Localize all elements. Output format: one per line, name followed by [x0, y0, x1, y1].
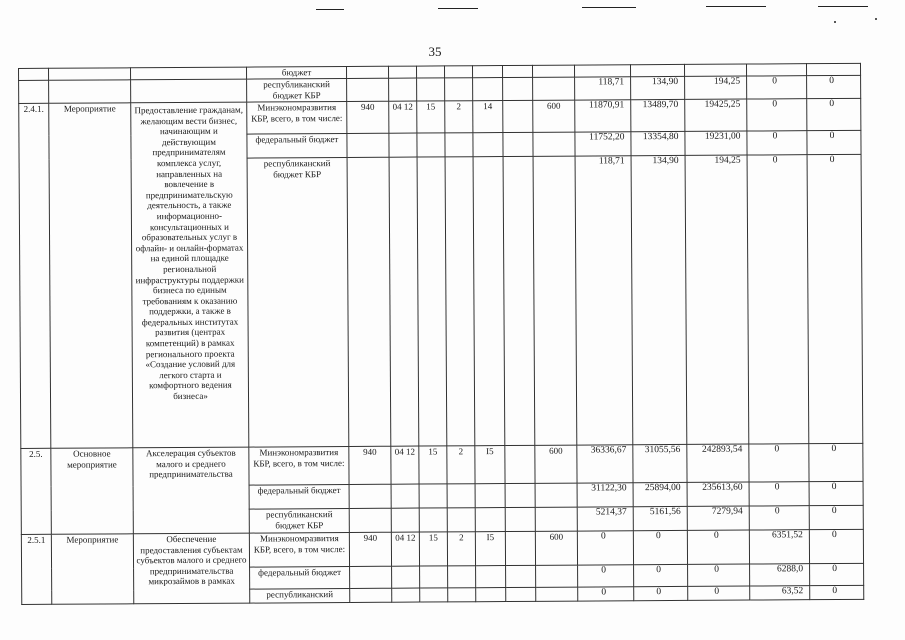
item-number: 2.5. — [21, 448, 52, 534]
value-2028: 0 — [809, 505, 863, 529]
value-2025: 134,90 — [631, 76, 685, 99]
value-2028: 0 — [809, 529, 863, 563]
item-number: 2.4.1. — [19, 103, 51, 448]
csr-code-2: 2 — [445, 101, 473, 133]
value-2027: 0 — [747, 76, 807, 99]
source-cell: федеральный бюджет — [249, 484, 349, 509]
value-2025: 13489,70 — [631, 99, 685, 131]
source-cell: Минэкономразвития КБР, всего, в том числе: — [249, 532, 349, 567]
value-2026: 235613,60 — [687, 482, 749, 506]
value-2025: 0 — [634, 564, 688, 586]
item-number: 2.5.1 — [21, 534, 51, 604]
value-2024: 5214,37 — [577, 507, 633, 531]
value-2026: 19231,00 — [685, 131, 747, 155]
value-2026: 0 — [688, 586, 750, 600]
item-name: Обеспечение предоставления субъектам субъектов малого и среднего предпринимательства микрозаймов в рамках — [133, 533, 249, 604]
value-2024: 36336,67 — [577, 445, 633, 483]
value-2028: 0 — [807, 75, 861, 98]
value-2027: 63,52 — [750, 586, 810, 600]
item-name: Предоставление гражданам, желающим вести бизнес, начинающим и действующим предпринимателям комплекса услуг, направленных на вовлечение в предпринимательскую деятельность, а также информационно-консультационных и образовательных услуг в офлайн- и онлайн-форматах на единой площадке региональной инфраструктуры поддержки бизнеса по единым требованиям к оказанию поддержки, а также в федеральных институтах развития (центрах компетенций) в рамках регионального проекта «Создание условий для легкого старта и комфортного ведения бизнеса» — [131, 102, 249, 448]
item-type: Основное мероприятие — [51, 448, 134, 534]
value-2024: 0 — [578, 565, 634, 587]
item-type: Мероприятие — [49, 103, 133, 448]
source-cell: бюджет — [246, 66, 346, 79]
item-name: Акселерация субъектов малого и среднего предпринимательства — [133, 447, 250, 534]
value-2026: 19425,25 — [685, 99, 747, 131]
csr-code-3: 14 — [473, 101, 503, 133]
csr-code-3: I5 — [475, 446, 505, 484]
value-2027: 6288,0 — [750, 564, 810, 586]
header-mark — [706, 6, 766, 7]
value-2026: 0 — [687, 530, 749, 564]
csr-code-2: 2 — [447, 446, 475, 484]
source-cell: республиканский — [250, 588, 350, 603]
value-2027: 0 — [747, 155, 809, 444]
header-mark — [438, 8, 478, 9]
source-cell: Минэкономразвития КБР, всего, в том числе: — [247, 101, 347, 134]
source-cell: федеральный бюджет — [250, 566, 350, 589]
value-2027: 0 — [749, 482, 809, 506]
value-2028: 0 — [810, 563, 864, 585]
csr-code-2: 2 — [447, 532, 475, 566]
source-cell: Минэкономразвития КБР, всего, в том числе: — [249, 446, 349, 485]
value-2026: 242893,54 — [687, 444, 749, 482]
value-2028: 0 — [807, 130, 861, 154]
value-2024: 118,71 — [575, 156, 633, 445]
page-number: 35 — [428, 44, 442, 59]
grbs-code: 940 — [349, 446, 391, 484]
value-2027: 6351,52 — [749, 530, 809, 564]
value-2025: 25894,00 — [633, 482, 687, 506]
source-cell: республиканский бюджет КБР — [249, 508, 349, 533]
header-mark — [818, 6, 868, 7]
rzpr-code: 04 12 — [391, 446, 419, 484]
vr-code: 600 — [535, 531, 577, 565]
value-2025: 0 — [634, 586, 688, 600]
vr-code: 600 — [535, 445, 577, 483]
grbs-code: 940 — [349, 532, 391, 566]
source-cell: республиканский бюджет КБР — [247, 157, 349, 447]
value-2026: 0 — [688, 564, 750, 586]
value-2024: 11752,20 — [575, 132, 631, 156]
value-2028: 0 — [807, 98, 861, 130]
value-2024: 0 — [577, 531, 633, 565]
csr-code-3: I5 — [475, 532, 505, 566]
value-2027: 0 — [747, 131, 807, 155]
table-row — [19, 98, 861, 135]
budget-table — [18, 68, 861, 605]
value-2027: 0 — [749, 506, 809, 530]
rzpr-code: 04 12 — [389, 101, 417, 133]
value-2028: 0 — [809, 443, 863, 481]
value-2025: 5161,56 — [633, 506, 687, 530]
value-2027: 0 — [749, 444, 809, 482]
table-row — [21, 529, 863, 568]
value-2024: 11870,91 — [575, 100, 631, 132]
source-cell: республиканский бюджет КБР — [247, 78, 347, 102]
header-mark — [316, 9, 344, 10]
value-2025: 134,90 — [631, 155, 687, 444]
value-2024: 118,71 — [575, 77, 631, 100]
value-2024: 31122,30 — [577, 483, 633, 507]
value-2025: 0 — [633, 530, 687, 564]
header-mark — [582, 7, 636, 8]
item-type: Мероприятие — [51, 534, 133, 604]
value-2028: 0 — [809, 481, 863, 505]
value-2025: 31055,56 — [633, 444, 687, 482]
table-row — [21, 443, 863, 486]
vr-code: 600 — [533, 100, 575, 132]
value-2028: 0 — [807, 154, 863, 443]
csr-code-1: 15 — [417, 101, 445, 133]
value-2025: 13354,80 — [631, 131, 685, 155]
source-cell: федеральный бюджет — [247, 133, 347, 158]
value-2027: 0 — [747, 99, 807, 131]
scan-dot — [875, 18, 877, 20]
value-2024: 0 — [578, 587, 634, 601]
scan-dot — [834, 21, 836, 23]
value-2026: 194,25 — [685, 155, 749, 444]
csr-code-1: 15 — [419, 446, 447, 484]
csr-code-1: 15 — [419, 532, 447, 566]
grbs-code: 940 — [347, 101, 389, 133]
value-2028: 0 — [810, 585, 864, 599]
value-2026: 194,25 — [685, 76, 747, 99]
rzpr-code: 04 12 — [391, 532, 419, 566]
value-2026: 7279,94 — [687, 506, 749, 530]
